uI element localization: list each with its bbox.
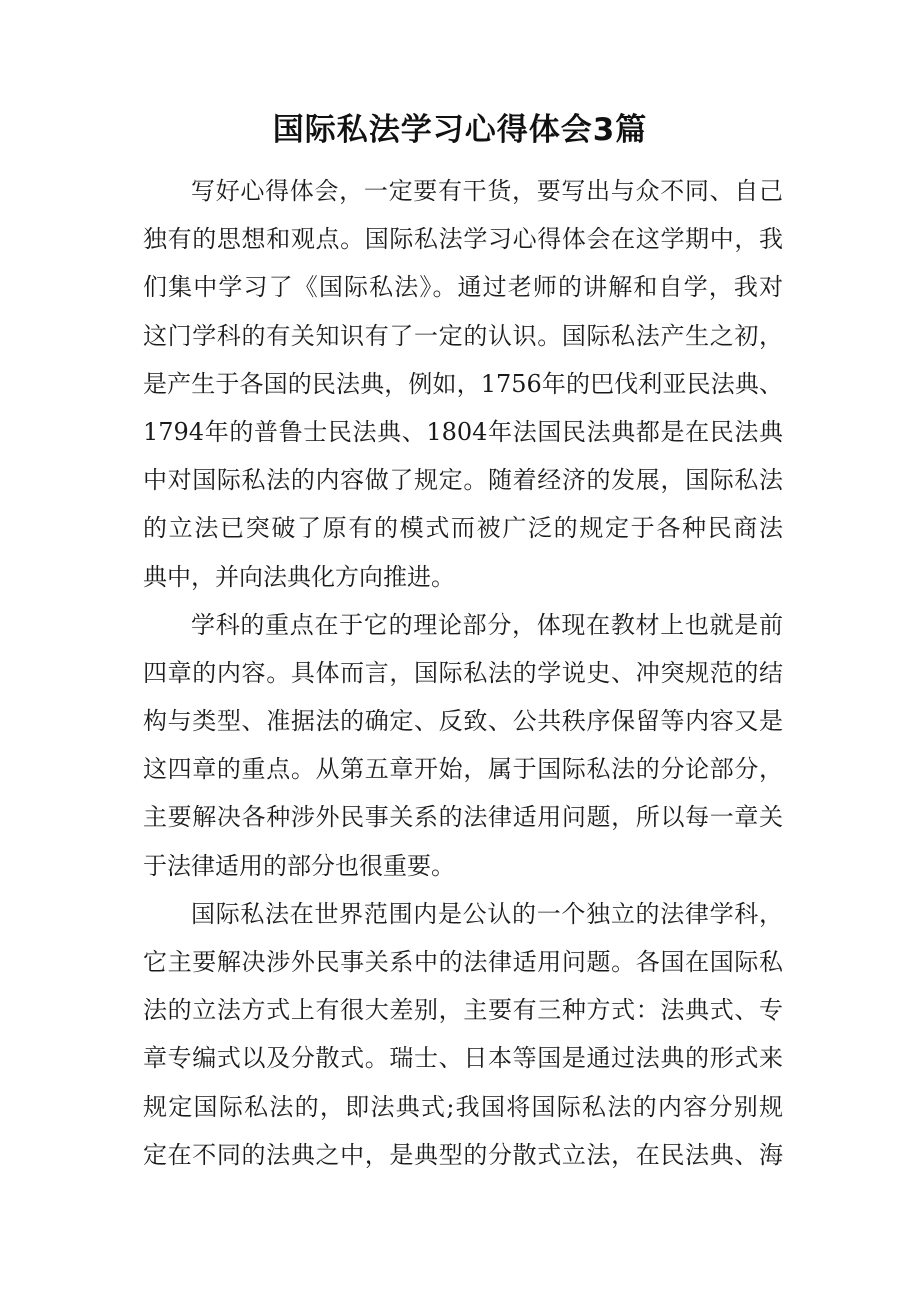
text-line: 们集中学习了《国际私法》。通过老师的讲解和自学，我对: [143, 273, 783, 302]
text-line: 学科的重点在于它的理论部分，体现在教材上也就是前: [191, 610, 783, 639]
text-line: 写好心得体会，一定要有干货，要写出与众不同、自己: [191, 177, 783, 205]
document-title: 国际私法学习心得体会3篇: [272, 112, 648, 148]
text-line: 规定国际私法的，即法典式;我国将国际私法的内容分别规: [143, 1092, 783, 1121]
text-line: 的立法已突破了原有的模式而被广泛的规定于各种民商法: [143, 514, 783, 543]
text-line: 这门学科的有关知识有了一定的认识。国际私法产生之初，: [143, 321, 783, 350]
text-line: 这四章的重点。从第五章开始，属于国际私法的分论部分，: [143, 755, 783, 784]
text-line: 它主要解决涉外民事关系中的法律适用问题。各国在国际私: [143, 948, 783, 976]
text-line: 是产生于各国的民法典，例如，1756年的巴伐利亚民法典、: [143, 369, 783, 398]
text-line: 于法律适用的部分也很重要。: [143, 851, 455, 880]
paragraph-2: [143, 601, 783, 890]
text-line: 中对国际私法的内容做了规定。随着经济的发展，国际私法: [143, 466, 783, 495]
text-line: 构与类型、准据法的确定、反致、公共秩序保留等内容又是: [143, 707, 783, 736]
document-body: [143, 167, 783, 1179]
text-line: 1794年的普鲁士民法典、1804年法国民法典都是在民法典: [143, 417, 783, 446]
paragraph-3: [143, 890, 783, 1179]
text-line: 典中，并向法典化方向推进。: [143, 562, 455, 591]
paragraph-1: [143, 167, 783, 601]
text-line: 独有的思想和观点。国际私法学习心得体会在这学期中，我: [143, 225, 783, 254]
text-line: 主要解决各种涉外民事关系的法律适用问题，所以每一章关: [143, 803, 783, 832]
text-line: 四章的内容。具体而言，国际私法的学说史、冲突规范的结: [143, 658, 783, 687]
text-line: 法的立法方式上有很大差别，主要有三种方式：法典式、专: [143, 996, 783, 1025]
text-line: 国际私法在世界范围内是公认的一个独立的法律学科，: [191, 899, 783, 928]
text-line: 定在不同的法典之中，是典型的分散式立法，在民法典、海: [143, 1140, 783, 1169]
text-line: 章专编式以及分散式。瑞士、日本等国是通过法典的形式来: [143, 1044, 783, 1073]
